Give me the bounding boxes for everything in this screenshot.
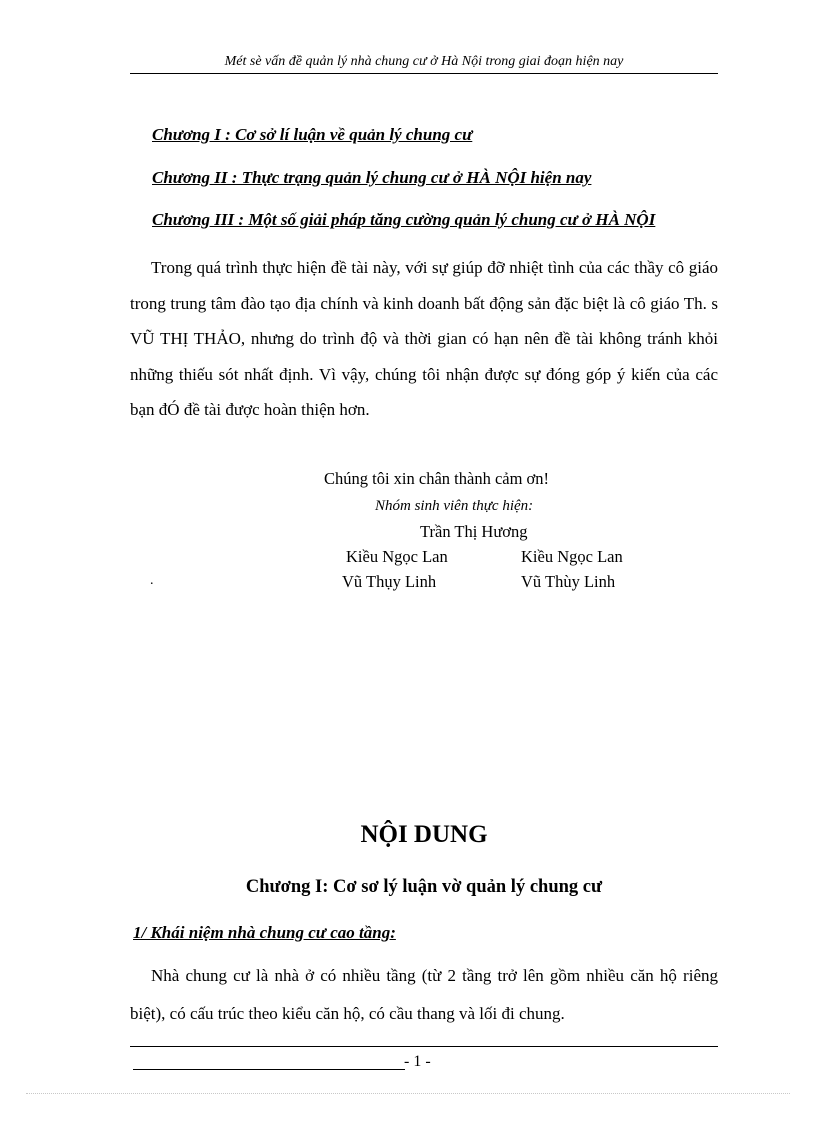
- chapter-title: Chương I: Cơ sơ lý luận vờ quản lý chung cư: [245, 877, 603, 897]
- running-header: Mét sè vấn đề quản lý nhà chung cư ở Hà Nội trong giai đoạn hiện nay: [224, 54, 624, 69]
- subsection-title: 1/ Khái niệm nhà chung cư cao tầng:: [133, 923, 396, 942]
- chapter-link-2[interactable]: Chương II : Thực trạng quản lý chung cư ở HÀ NỘI hiện nay: [152, 168, 592, 187]
- thanks-line: Chúng tôi xin chân thành cảm ơn!: [324, 469, 550, 488]
- member-name: Vũ Thụy Linh: [342, 572, 437, 591]
- stray-dot: .: [150, 573, 154, 588]
- group-label: Nhóm sinh viên thực hiện:: [375, 498, 534, 514]
- page-bottom-border: [26, 1093, 790, 1094]
- section-title: NỘI DUNG: [360, 821, 488, 848]
- footer-rule: [130, 1046, 718, 1047]
- member-name: Trần Thị Hương: [420, 522, 528, 541]
- chapter-link-3[interactable]: Chương III : Một số giải pháp tăng cường quản lý chung cư ở HÀ NỘI: [152, 210, 656, 229]
- page-number: - 1 -: [404, 1053, 431, 1070]
- header-rule: [130, 73, 718, 74]
- definition-paragraph: Nhà chung cư là nhà ở có nhiều tầng (từ 2 tầng trở lên gồm nhiều căn hộ riêng biệt), có cấu trúc theo kiểu căn hộ, có cầu thang và lối đi chung.: [130, 966, 718, 1023]
- footer-rule-short: [133, 1069, 405, 1070]
- member-name: Vũ Thùy Linh: [521, 572, 616, 591]
- member-name: Kiều Ngọc Lan: [346, 547, 448, 566]
- member-name: Kiều Ngọc Lan: [521, 547, 623, 566]
- intro-paragraph: Trong quá trình thực hiện đề tài này, với sự giúp đỡ nhiệt tình của các thầy cô giáo trong trung tâm đào tạo địa chính và kinh doanh bất động sản đặc biệt là cô giáo Th. s VŨ THỊ THẢO, nhưng do trình độ và thời gian có hạn nên đề tài không tránh khỏi những thiếu sót nhất định. Vì vậy, chúng tôi nhận được sự đóng góp ý kiến của các bạn đÓ đề tài được hoàn thiện hơn.: [130, 258, 718, 420]
- chapter-link-1[interactable]: Chương I : Cơ sở lí luận về quản lý chung cư: [152, 125, 473, 144]
